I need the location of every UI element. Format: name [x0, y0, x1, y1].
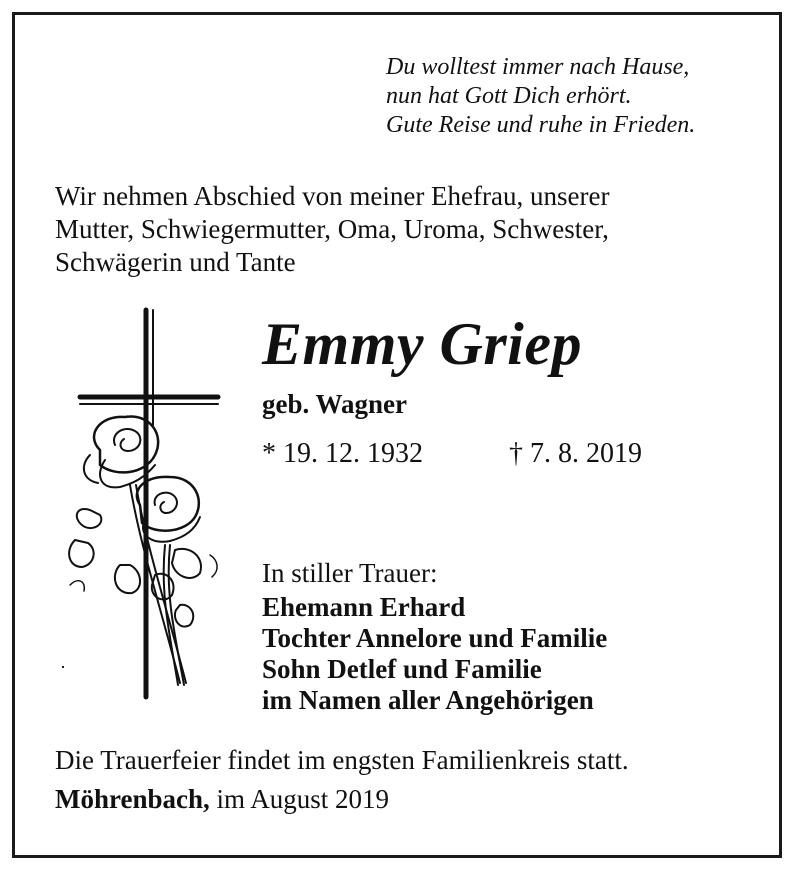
death-date: † 7. 8. 2019	[509, 438, 642, 469]
farewell-line: Mutter, Schwiegermutter, Oma, Uroma, Schwester,	[55, 214, 609, 244]
poem-line: Gute Reise und ruhe in Frieden.	[386, 112, 696, 138]
life-dates	[262, 438, 642, 470]
place-date-line	[55, 784, 389, 815]
mourner-line: Tochter Annelore und Familie	[262, 623, 608, 653]
poem-line: Du wolltest immer nach Hause,	[386, 54, 690, 80]
poem	[386, 53, 695, 140]
funeral-notice: Die Trauerfeier findet im engsten Familienkreis statt.	[55, 745, 629, 775]
birth-date: * 19. 12. 1932	[262, 438, 423, 469]
place-name: Möhrenbach,	[55, 784, 210, 814]
ink-speck	[62, 666, 64, 668]
mourning-intro: In stiller Trauer:	[262, 558, 438, 588]
notice-date: im August 2019	[209, 784, 390, 814]
mourner-line: im Namen aller Angehörigen	[262, 685, 594, 715]
poem-line: nun hat Gott Dich erhört.	[386, 83, 632, 109]
farewell-text	[55, 180, 755, 279]
farewell-line: Wir nehmen Abschied von meiner Ehefrau, unserer	[55, 181, 610, 211]
mourners-list	[262, 592, 607, 716]
farewell-line: Schwägerin und Tante	[55, 247, 296, 277]
mourner-line: Sohn Detlef und Familie	[262, 654, 542, 684]
cross-with-roses-icon	[60, 305, 225, 705]
birth-name: geb. Wagner	[262, 389, 408, 419]
deceased-name: Emmy Griep	[262, 311, 582, 377]
mourner-line: Ehemann Erhard	[262, 592, 466, 622]
